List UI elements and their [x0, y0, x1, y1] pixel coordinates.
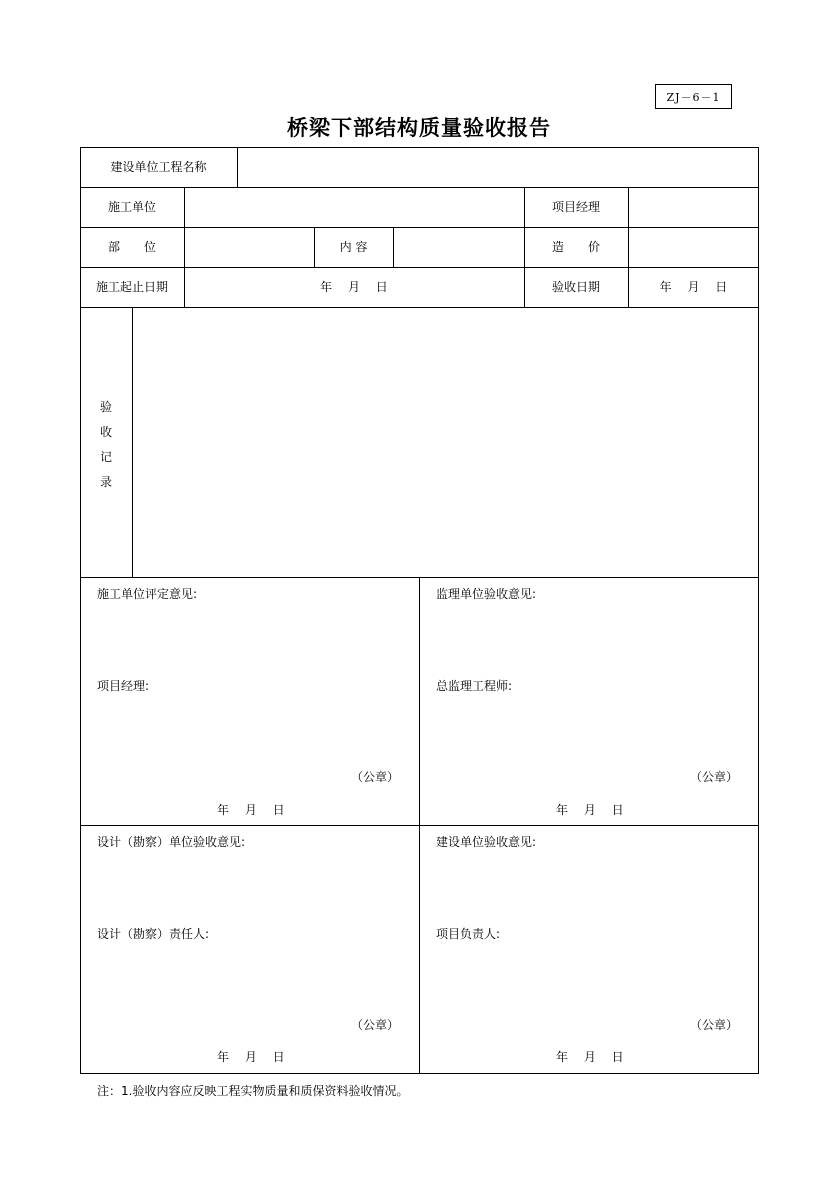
- part-field[interactable]: [185, 228, 314, 267]
- construction-period-label: 施工起止日期: [95, 280, 168, 294]
- designer-seal: （公章）: [351, 1018, 400, 1032]
- contractor-seal: （公章）: [351, 770, 400, 784]
- supervisor-seal: （公章）: [690, 770, 739, 784]
- project-name-field[interactable]: [238, 148, 758, 187]
- supervisor-opinion-date: 年 月 日: [556, 803, 624, 817]
- record-label-char: 收: [99, 425, 112, 439]
- supervisor-signer-label: 总监理工程师:: [436, 679, 513, 693]
- contractor-opinion-date: 年 月 日: [217, 803, 285, 817]
- owner-signer-label: 项目负责人:: [436, 927, 501, 941]
- designer-opinion-date: 年 月 日: [217, 1050, 285, 1064]
- owner-opinion-date: 年 月 日: [556, 1050, 624, 1064]
- designer-opinion-heading: 设计（勘察）单位验收意见:: [97, 835, 246, 849]
- project-name-label: 建设单位工程名称: [110, 160, 207, 174]
- owner-seal: （公章）: [690, 1018, 739, 1032]
- contractor-signer-label: 项目经理:: [97, 679, 150, 693]
- cost-field[interactable]: [629, 228, 758, 267]
- designer-signer-label: 设计（勘察）责任人:: [97, 927, 210, 941]
- construction-period-date[interactable]: 年 月 日: [320, 280, 388, 294]
- record-label: [80, 395, 132, 495]
- acceptance-date-label: 验收日期: [551, 280, 600, 294]
- supervisor-opinion-heading: 监理单位验收意见:: [436, 587, 537, 601]
- project-manager-label: 项目经理: [551, 200, 600, 214]
- contractor-label: 施工单位: [107, 200, 156, 214]
- content-label: 内 容: [339, 240, 368, 254]
- record-label-char: 录: [99, 475, 112, 489]
- record-label-char: 记: [99, 450, 112, 464]
- page-title: 桥梁下部结构质量验收报告: [287, 116, 551, 140]
- footnote: 注：1.验收内容应反映工程实物质量和质保资料验收情况。: [97, 1084, 409, 1098]
- form-code: ZJ－6－1: [666, 90, 721, 104]
- record-field[interactable]: [133, 308, 758, 577]
- owner-opinion-heading: 建设单位验收意见:: [436, 835, 537, 849]
- content-field[interactable]: [394, 228, 524, 267]
- project-manager-field[interactable]: [629, 188, 758, 227]
- record-label-char: 验: [99, 400, 112, 414]
- part-label: 部 位: [107, 240, 156, 254]
- form-code-box: [655, 84, 732, 109]
- acceptance-date-value[interactable]: 年 月 日: [659, 280, 728, 294]
- cost-label: 造 价: [551, 240, 600, 254]
- col-divider: [419, 577, 420, 1074]
- contractor-opinion-heading: 施工单位评定意见:: [97, 587, 198, 601]
- row-divider: [80, 267, 759, 268]
- contractor-field[interactable]: [185, 188, 524, 227]
